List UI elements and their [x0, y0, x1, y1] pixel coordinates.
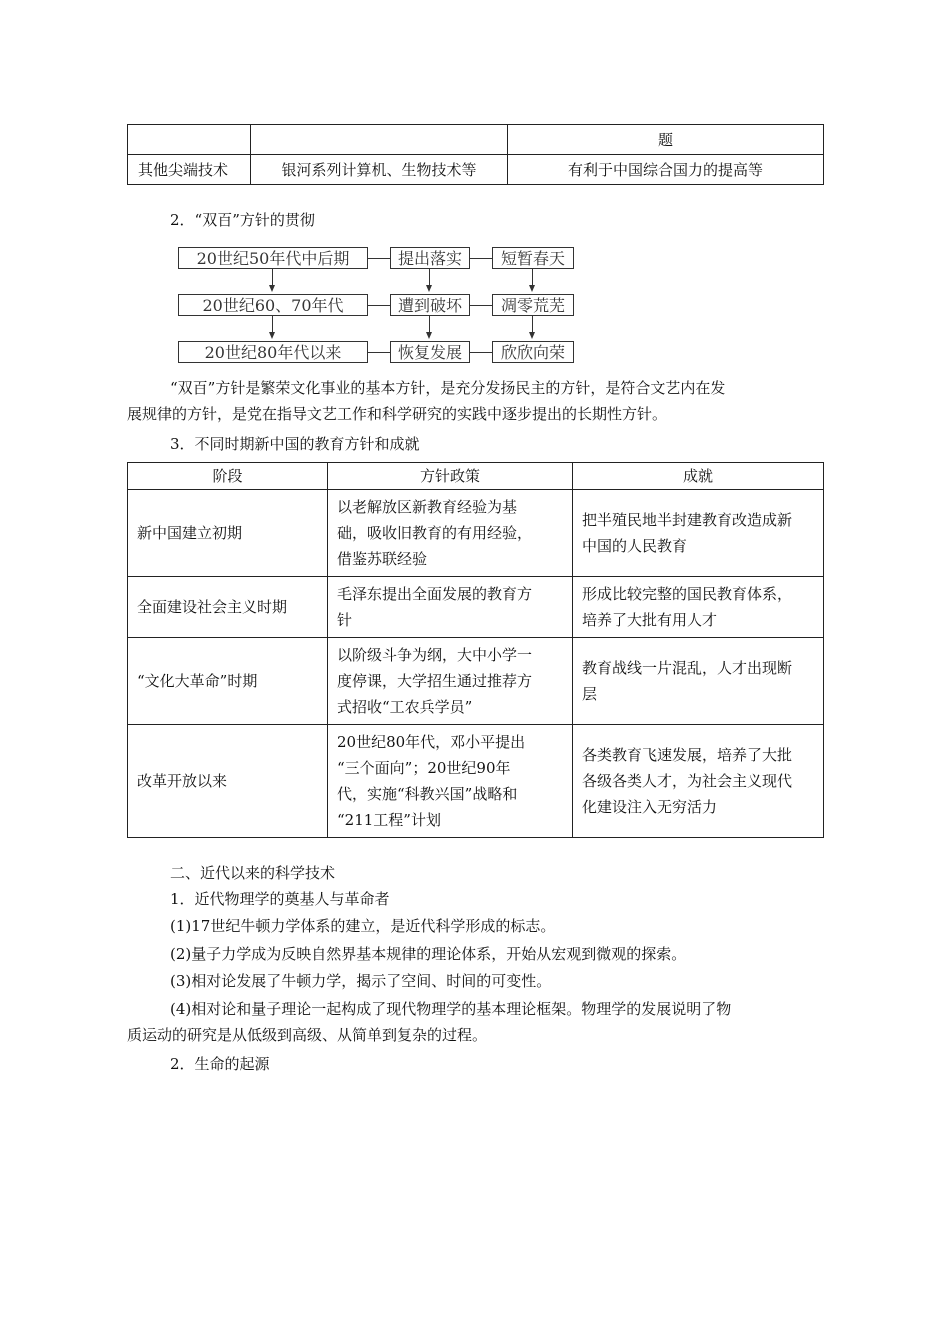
tech-table-fragment — [127, 124, 824, 185]
cell-line: 各类教育飞速发展，培养了大批 — [582, 746, 793, 764]
cell-line: 形成比较完整的国民教育体系， — [582, 585, 793, 603]
flow-status-box: 遭到破坏 — [390, 294, 470, 316]
section-heading: 二、近代以来的科学技术 — [170, 864, 336, 882]
table-row — [128, 577, 824, 638]
connector-line — [470, 258, 492, 259]
cell-line: 中国的人民教育 — [582, 537, 688, 555]
arrow-head-icon — [269, 285, 275, 292]
stage-cell: 新中国建立初期 — [128, 490, 328, 577]
cell-line: 以老解放区新教育经验为基 — [337, 498, 518, 516]
cell-line: “三个面向”；20世纪90年 — [337, 759, 511, 777]
cell-line: 化建设注入无穷活力 — [582, 798, 718, 816]
flow-period-box: 20世纪80年代以来 — [178, 341, 368, 363]
cell-line: 以阶级斗争为纲，大中小学一 — [337, 646, 533, 664]
table-row — [128, 490, 824, 577]
cell-line: 础，吸收旧教育的有用经验， — [337, 524, 533, 542]
list-item: (1)17世纪牛顿力学体系的建立，是近代科学形成的标志。 — [170, 917, 556, 935]
list-item: (4)相对论和量子理论一起构成了现代物理学的基本理论框架。物理学的发展说明了物 — [170, 1000, 732, 1018]
cell-line: 代，实施“科教兴国”战略和 — [337, 785, 518, 803]
arrow-head-icon — [529, 285, 535, 292]
cell-line: 借鉴苏联经验 — [337, 550, 428, 568]
table-row — [128, 638, 824, 725]
cell-line: 20世纪80年代，邓小平提出 — [337, 733, 526, 751]
cell-line: 度停课，大学招生通过推荐方 — [337, 672, 533, 690]
table-cell: 题 — [508, 125, 824, 155]
connector-line — [368, 305, 390, 306]
table-cell — [128, 125, 251, 155]
table-row — [128, 725, 824, 838]
policy-cell — [328, 490, 573, 577]
cell-line: 教育战线一片混乱，人才出现断 — [582, 659, 793, 677]
table-header-row — [128, 463, 824, 490]
stage-cell: 改革开放以来 — [128, 725, 328, 838]
achievement-cell — [573, 490, 824, 577]
section-heading: 2．“双百”方针的贯彻 — [170, 211, 315, 229]
flow-status-box: 提出落实 — [390, 247, 470, 269]
stage-cell: “文化大革命”时期 — [128, 638, 328, 725]
cell-line: 把半殖民地半封建教育改造成新 — [582, 511, 793, 529]
table-cell: 有利于中国综合国力的提高等 — [508, 155, 824, 185]
achievement-cell — [573, 725, 824, 838]
table-cell — [251, 125, 508, 155]
arrow-head-icon — [529, 332, 535, 339]
flow-result-box: 短暂春天 — [492, 247, 574, 269]
table-row — [128, 155, 824, 185]
education-table — [127, 462, 824, 838]
cell-line: 层 — [582, 685, 598, 703]
table-cell: 其他尖端技术 — [128, 155, 251, 185]
paragraph-line: 展规律的方针，是党在指导文艺工作和科学研究的实践中逐步提出的长期性方针。 — [127, 405, 668, 423]
column-header: 方针政策 — [328, 463, 573, 490]
list-item: (2)量子力学成为反映自然界基本规律的理论体系，开始从宏观到微观的探索。 — [170, 945, 687, 963]
cell-line: 式招收“工农兵学员” — [337, 698, 473, 716]
table-cell: 银河系列计算机、生物技术等 — [251, 155, 508, 185]
arrow-head-icon — [426, 285, 432, 292]
stage-cell: 全面建设社会主义时期 — [128, 577, 328, 638]
section-heading: 3．不同时期新中国的教育方针和成就 — [170, 435, 420, 453]
connector-line — [470, 352, 492, 353]
achievement-cell — [573, 638, 824, 725]
cell-line: 各级各类人才，为社会主义现代 — [582, 772, 793, 790]
policy-cell — [328, 638, 573, 725]
subsection-heading: 2．生命的起源 — [170, 1055, 270, 1073]
flow-result-box: 欣欣向荣 — [492, 341, 574, 363]
flow-status-box: 恢复发展 — [390, 341, 470, 363]
list-item-continuation: 质运动的研究是从低级到高级、从简单到复杂的过程。 — [127, 1026, 488, 1044]
flow-period-box: 20世纪60、70年代 — [178, 294, 368, 316]
policy-cell — [328, 577, 573, 638]
cell-line: “211工程”计划 — [337, 811, 441, 829]
cell-line: 培养了大批有用人才 — [582, 611, 718, 629]
flow-result-box: 凋零荒芜 — [492, 294, 574, 316]
flow-period-box: 20世纪50年代中后期 — [178, 247, 368, 269]
column-header: 阶段 — [128, 463, 328, 490]
paragraph-line: “双百”方针是繁荣文化事业的基本方针，是充分发扬民主的方针，是符合文艺内在发 — [170, 379, 726, 397]
list-item: (3)相对论发展了牛顿力学，揭示了空间、时间的可变性。 — [170, 972, 552, 990]
arrow-head-icon — [269, 332, 275, 339]
table-row — [128, 125, 824, 155]
connector-line — [368, 258, 390, 259]
policy-cell — [328, 725, 573, 838]
cell-line: 针 — [337, 611, 353, 629]
connector-line — [470, 305, 492, 306]
achievement-cell — [573, 577, 824, 638]
arrow-head-icon — [426, 332, 432, 339]
connector-line — [368, 352, 390, 353]
cell-line: 毛泽东提出全面发展的教育方 — [337, 585, 533, 603]
column-header: 成就 — [573, 463, 824, 490]
subsection-heading: 1．近代物理学的奠基人与革命者 — [170, 890, 390, 908]
